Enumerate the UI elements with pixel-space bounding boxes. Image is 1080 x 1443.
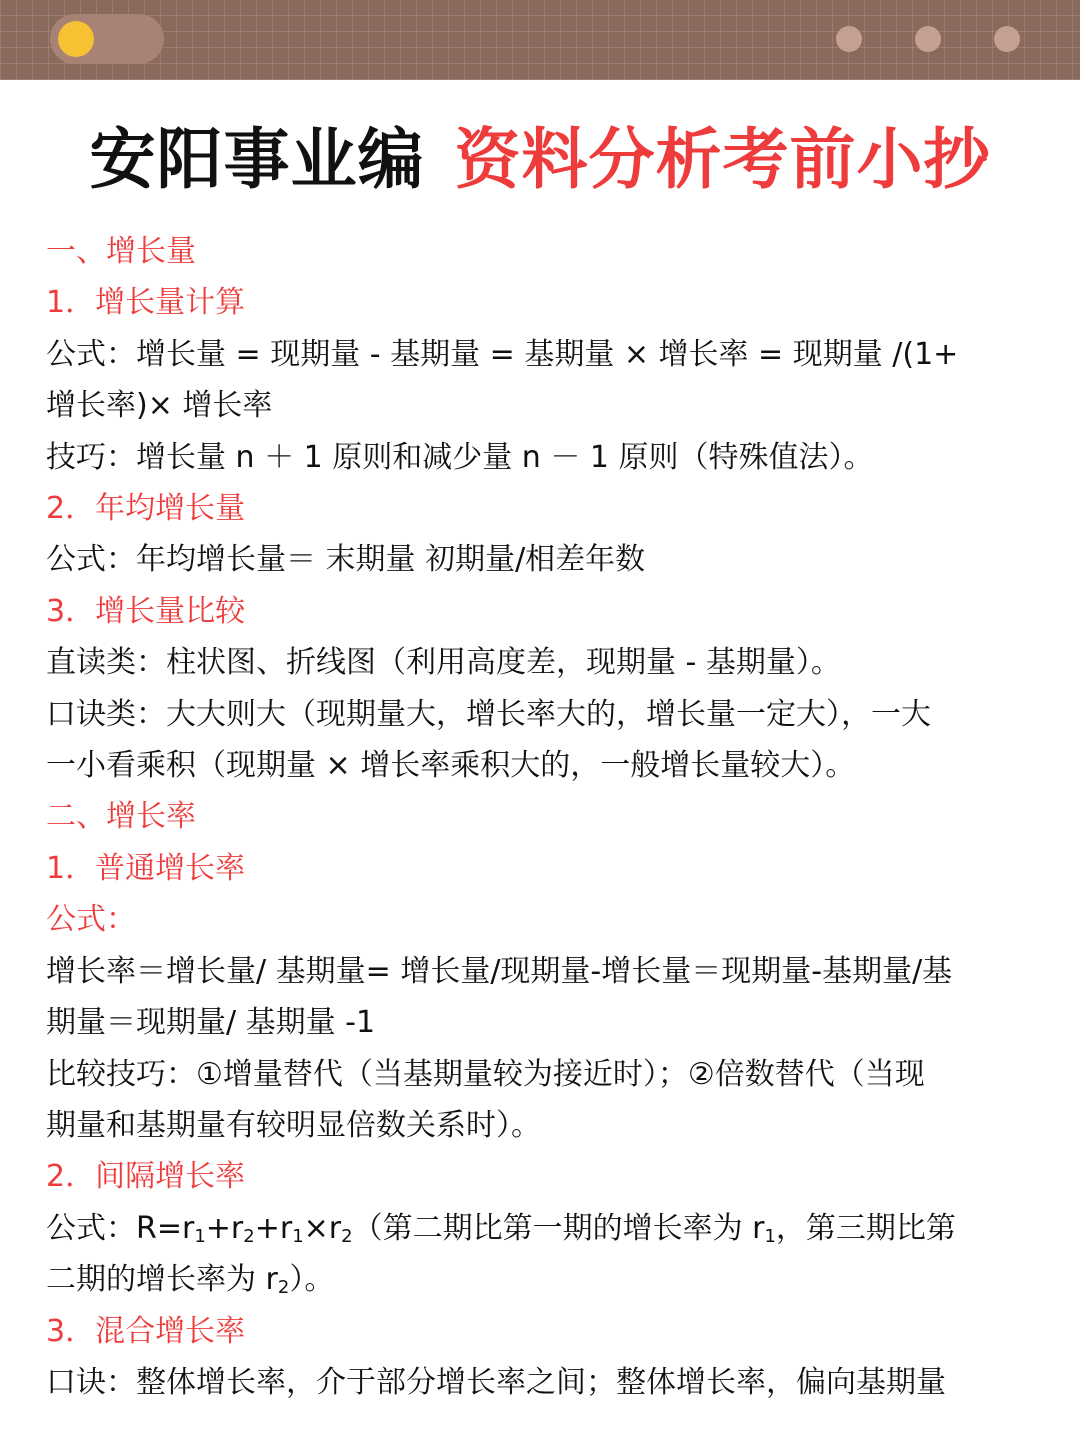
formula-2a: 增长率＝增长量/ 基期量= 增长量/现期量-增长量＝现期量-基期量/基	[46, 953, 953, 989]
page-title	[0, 120, 1080, 200]
dot-3	[994, 26, 1020, 52]
title-red: 资料分析考前小抄	[454, 121, 991, 198]
int-plus2: +r	[254, 1210, 293, 1246]
int-mid: （第二期比第一期的增长率为 r	[352, 1210, 765, 1246]
rhyme-b: 一小看乘积（现期量 × 增长率乘积大的，一般增长量较大）。	[46, 748, 856, 784]
sub-1b: 1	[292, 1225, 304, 1247]
sub-2a: 2	[243, 1225, 255, 1247]
int-b-prefix: 二期的增长率为 r	[46, 1262, 278, 1298]
sub-2c: 2	[277, 1277, 290, 1299]
formula-label: 公式：	[46, 902, 136, 938]
formula-1a: 公式：增长量 = 现期量 - 基期量 = 基期量 × 增长率 = 现期量 /(1+	[46, 336, 959, 372]
dot-1	[836, 26, 862, 52]
rhyme-a: 口诀类：大大则大（现期量大，增长率大的，增长量一定大），一大	[46, 696, 931, 732]
compare-a: 比较技巧：①增量替代（当基期量较为接近时）；②倍数替代（当现	[46, 1056, 925, 1092]
mix-rhyme: 口诀：整体增长率，介于部分增长率之间；整体增长率，偏向基期量	[46, 1364, 946, 1400]
subheading-1-1: 1．增长量计算	[46, 285, 246, 321]
title-black: 安阳事业编	[89, 121, 425, 198]
sub-2b: 2	[341, 1225, 353, 1247]
sub-1a: 1	[194, 1225, 206, 1247]
int-plus1: +r	[205, 1210, 244, 1246]
content	[46, 226, 1036, 1408]
interval-formula-b	[46, 1254, 1036, 1305]
subheading-1-2: 2．年均增长量	[46, 491, 246, 527]
subheading-2-3: 3．混合增长率	[46, 1313, 246, 1349]
dot-2	[915, 26, 941, 52]
subheading-1-3: 3．增长量比较	[46, 593, 246, 629]
subheading-2-2: 2．间隔增长率	[46, 1159, 246, 1195]
toggle-knob	[58, 21, 94, 57]
direct-read: 直读类：柱状图、折线图（利用高度差，现期量 - 基期量）。	[46, 645, 841, 681]
subheading-2-1: 1．普通增长率	[46, 850, 246, 886]
header-decoration	[0, 0, 1080, 80]
formula-1-2: 公式：年均增长量＝ 末期量 初期量/相差年数	[46, 542, 646, 578]
formula-2b: 期量＝现期量/ 基期量 -1	[46, 1005, 376, 1041]
formula-1b: 增长率)× 增长率	[46, 388, 273, 424]
sub-1c: 1	[764, 1225, 776, 1247]
compare-b: 期量和基期量有较明显倍数关系时）。	[46, 1107, 541, 1143]
tip-1: 技巧：增长量 n ＋ 1 原则和减少量 n － 1 原则（特殊值法）。	[46, 439, 874, 475]
int-prefix: 公式：R=r	[46, 1210, 195, 1246]
int-times: ×r	[303, 1210, 342, 1246]
section-heading-2: 二、增长率	[46, 799, 196, 835]
section-heading-1: 一、增长量	[46, 234, 196, 269]
int-b-suffix: ）。	[289, 1262, 335, 1298]
toggle-decoration	[50, 14, 164, 64]
int-mid2: ，第三期比第	[775, 1210, 956, 1246]
interval-formula-a	[46, 1203, 1036, 1254]
